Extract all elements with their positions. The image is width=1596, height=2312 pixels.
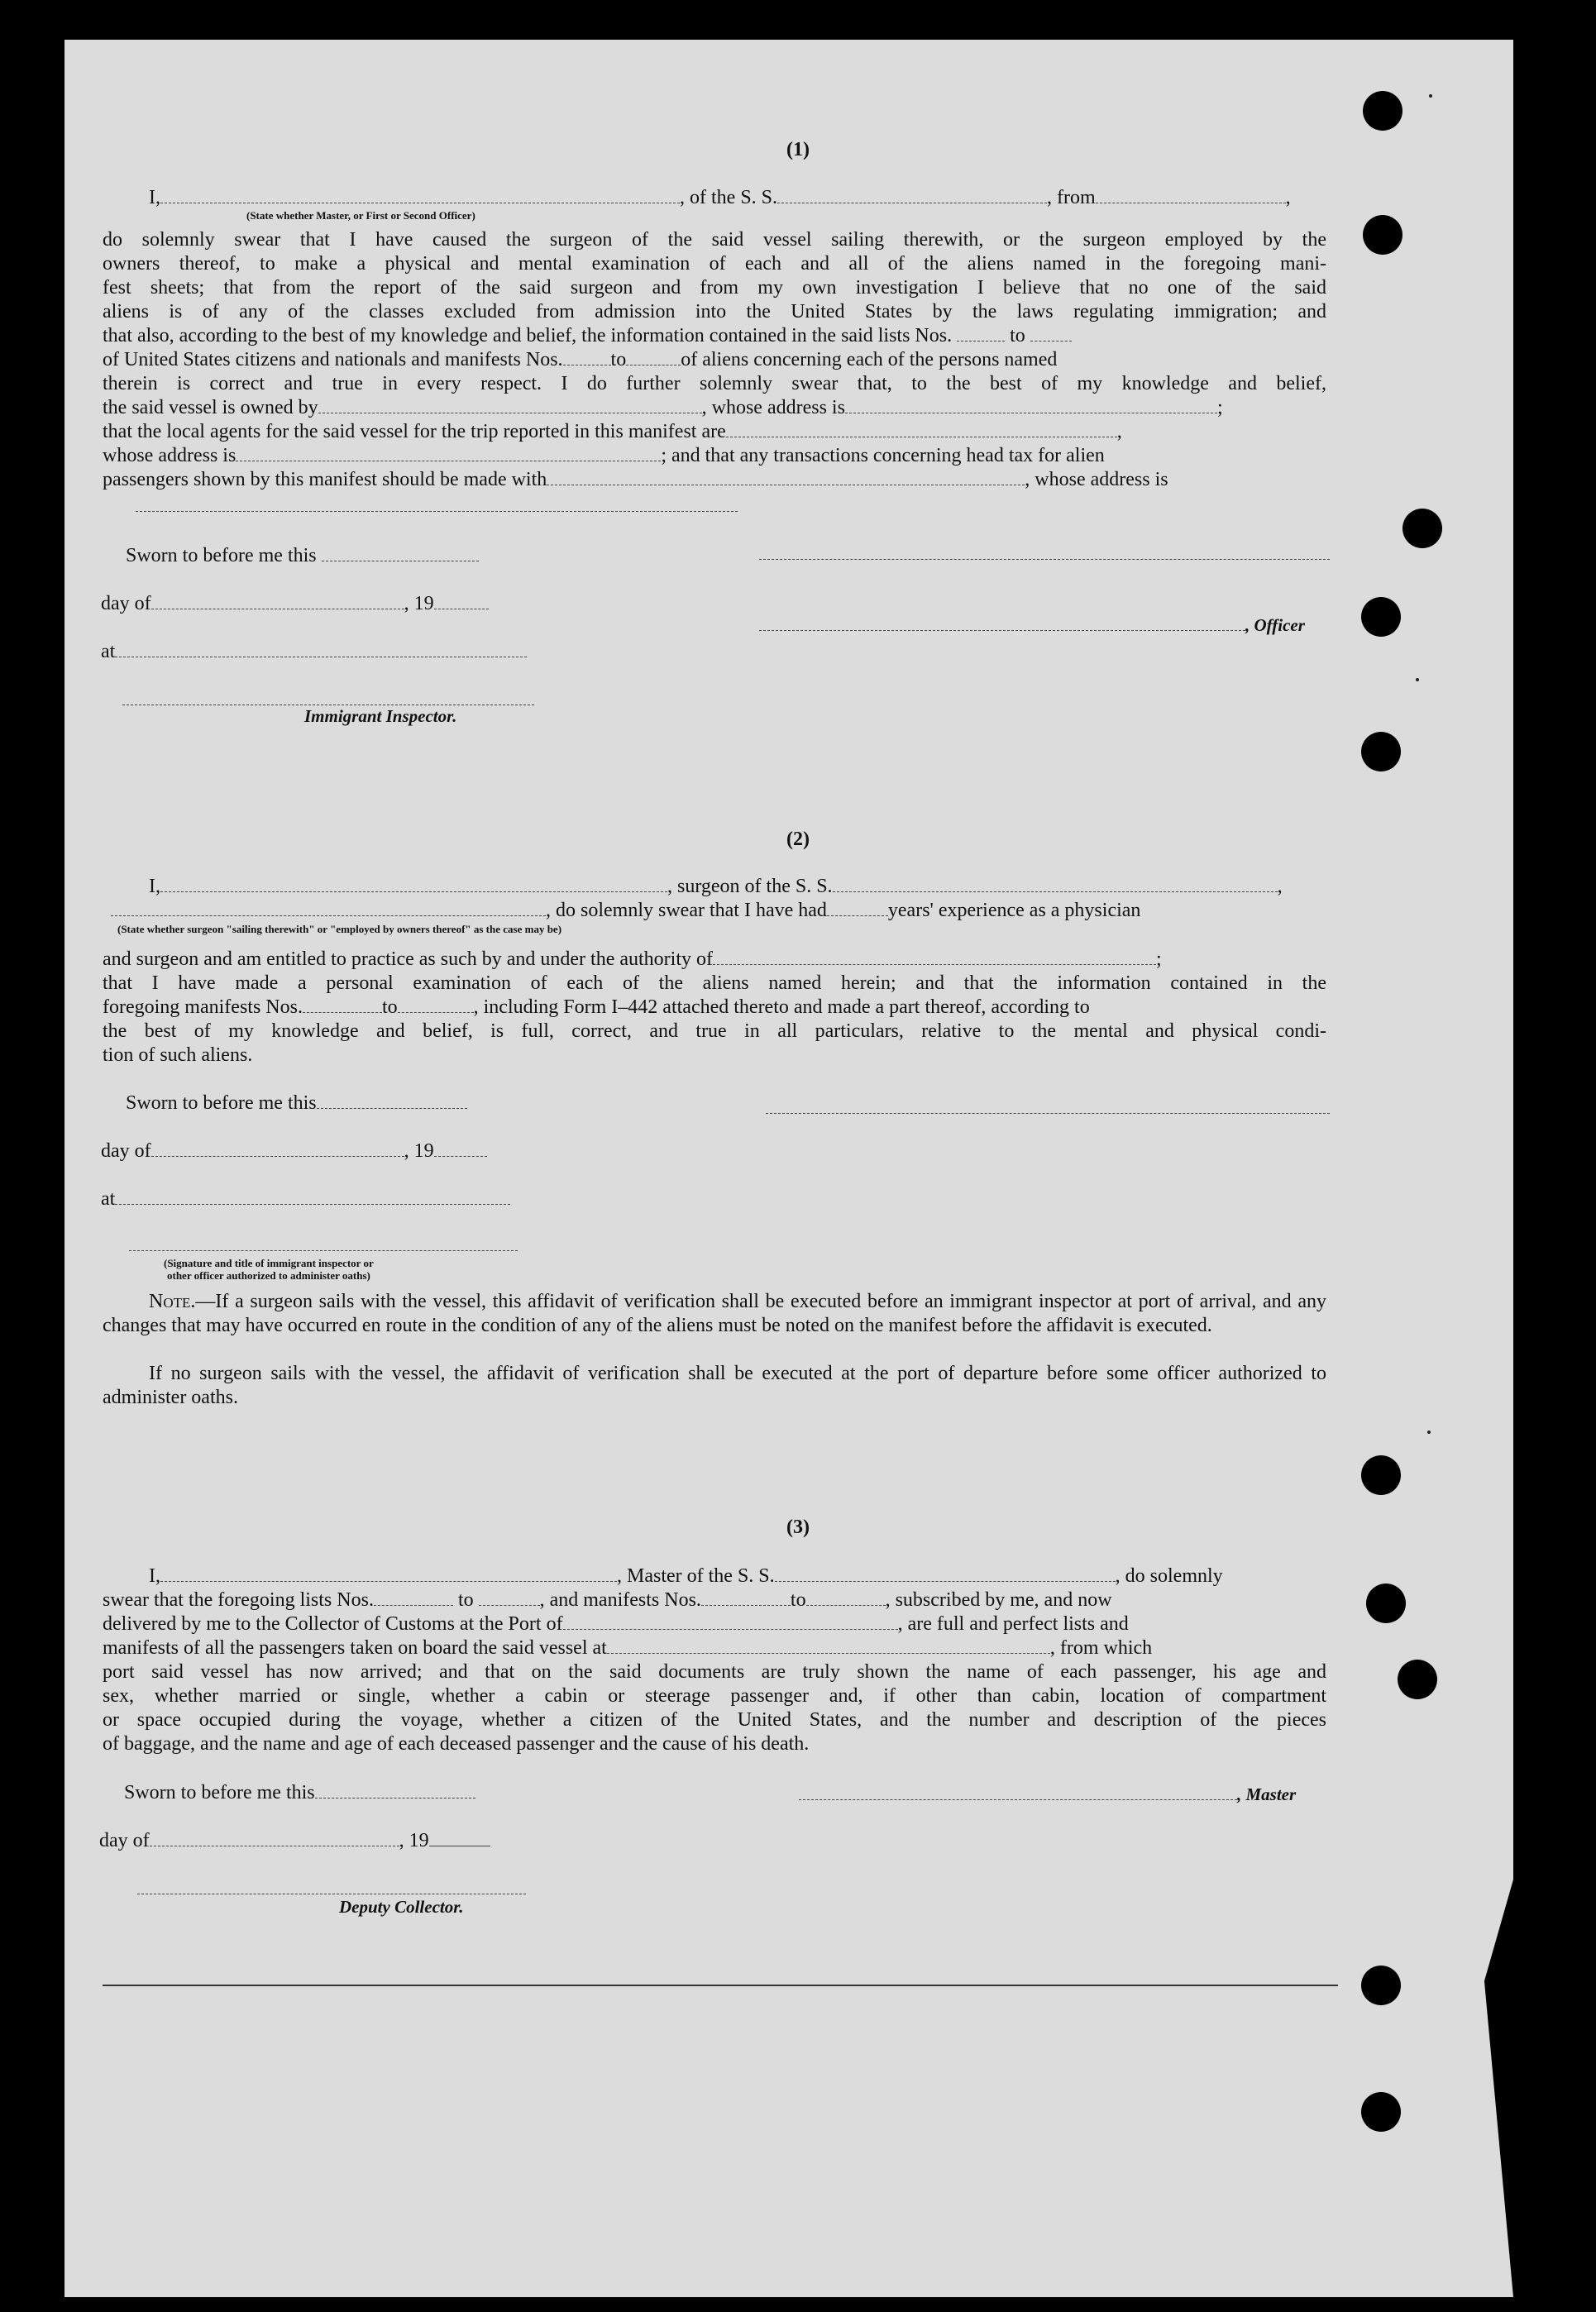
- text: that also, according to the best of my knowledge and belief, the information contained in the said lists Nos.: [103, 325, 953, 346]
- s1-line-agents: [103, 420, 1122, 443]
- s2-authority: [103, 948, 1162, 971]
- text: , from which: [1049, 1637, 1153, 1659]
- text: ;: [1216, 397, 1223, 418]
- text: , Master: [1237, 1784, 1297, 1804]
- s3-master-line: [799, 1783, 1296, 1806]
- text: , 19: [404, 1140, 434, 1162]
- text: , 19: [404, 593, 434, 614]
- s3-line-port: [103, 1612, 1129, 1636]
- port-field[interactable]: [563, 1614, 898, 1630]
- s2-line-surgeon: [149, 875, 1283, 898]
- text: to: [790, 1589, 806, 1611]
- speck: [1429, 94, 1432, 98]
- section-2-heading: (2): [786, 829, 810, 850]
- s2-line-years: [111, 899, 1140, 922]
- s1-line-officer: [149, 186, 1291, 209]
- text: the said vessel is owned by: [103, 397, 318, 418]
- s2-line: the best of my knowledge and belief, is full, correct, and true in all particulars, relative to the mental and physical condi-: [103, 1020, 1326, 1042]
- agents-field[interactable]: [726, 422, 1117, 437]
- authority-field[interactable]: [713, 949, 1156, 965]
- s1-line-headtax: [103, 468, 1168, 491]
- punch-hole: [1361, 732, 1401, 771]
- s3-line: port said vessel has now arrived; and that on the said documents are truly shown the name of each passenger, his age and: [103, 1661, 1326, 1683]
- text: ;: [1156, 948, 1162, 970]
- text: I,: [149, 1565, 160, 1587]
- s1-line: therein is correct and true in every respect. I do further solemnly swear that, to the best of my knowledge and belief,: [103, 373, 1326, 394]
- text: I,: [149, 876, 160, 897]
- text: day of: [101, 1140, 151, 1162]
- owner-address-field[interactable]: [845, 398, 1217, 413]
- officer-hint: (State whether Master, or First or Second Officer): [246, 209, 475, 222]
- section-1-heading: (1): [786, 139, 810, 160]
- s3-line: of baggage, and the name and age of each deceased passenger and the cause of his death.: [103, 1733, 810, 1755]
- text: delivered by me to the Collector of Customs at the Port of: [103, 1613, 563, 1635]
- s2-manifests: [103, 996, 1090, 1019]
- s3-line: sex, whether married or single, whether a cabin or steerage passenger and, if other than cabin, location of compartment: [103, 1685, 1326, 1707]
- text: ,: [1116, 421, 1122, 442]
- text: Sworn to before me this: [126, 545, 317, 566]
- text: , whose address is: [1025, 469, 1168, 490]
- text: foregoing manifests Nos.: [103, 996, 303, 1018]
- year-field[interactable]: [429, 1831, 490, 1846]
- s1-day: [101, 592, 489, 615]
- s2-sworn: [126, 1092, 467, 1115]
- note-paragraph-2: If no surgeon sails with the vessel, the affidavit of verification shall be executed at the port of departure before some officer authorized to administer oaths.: [103, 1363, 1326, 1408]
- lists-from-field[interactable]: [957, 326, 1005, 342]
- s1-line: owners thereof, to make a physical and mental examination of each and all of the aliens named in the foregoing mani-: [103, 253, 1326, 275]
- surgeon-name-field[interactable]: [160, 877, 667, 892]
- text: , are full and perfect lists and: [897, 1613, 1129, 1635]
- text: day of: [101, 593, 151, 614]
- text: ,: [1285, 187, 1291, 208]
- lists-to-field[interactable]: [1030, 326, 1072, 342]
- from-port-field[interactable]: [1096, 188, 1286, 203]
- text: , Officer: [1245, 615, 1305, 635]
- text: , from: [1047, 187, 1096, 208]
- s1-line: fest sheets; that from the report of the said surgeon and from my own investigation I believe that no one of the said: [103, 277, 1326, 299]
- s2-line: tion of such aliens.: [103, 1044, 253, 1066]
- text: I,: [149, 187, 160, 208]
- text: , surgeon of the S. S.: [667, 876, 833, 897]
- s1-line: do solemnly swear that I have caused the surgeon of the said vessel sailing therewith, or the surgeon employed by the: [103, 229, 1326, 251]
- punch-hole: [1361, 1966, 1401, 2005]
- text: whose address is: [103, 445, 237, 466]
- years-field[interactable]: [827, 900, 888, 916]
- text: to: [1010, 325, 1025, 346]
- officer-name-field[interactable]: [160, 188, 680, 203]
- punch-hole: [1363, 91, 1402, 131]
- s1-line: aliens is of any of the classes excluded from admission into the United States by the laws regulating immigration; and: [103, 301, 1326, 322]
- text: and surgeon and am entitled to practice as such by and under the authority of: [103, 948, 713, 970]
- surgeon-status-field[interactable]: [111, 900, 546, 916]
- punch-hole: [1366, 1584, 1406, 1623]
- text: , subscribed by me, and now: [885, 1589, 1112, 1611]
- day-field[interactable]: [151, 1141, 404, 1157]
- deputy-label: Deputy Collector.: [339, 1897, 464, 1917]
- vessel-name-field[interactable]: [775, 1566, 1116, 1582]
- note-label: Note.: [149, 1291, 196, 1312]
- section-3-heading: (3): [786, 1517, 810, 1538]
- manifests-from-field[interactable]: [563, 350, 611, 365]
- s1-at: [101, 640, 527, 663]
- punch-hole: [1398, 1660, 1437, 1699]
- sworn-date-field[interactable]: [317, 1093, 467, 1109]
- note-paragraph: [103, 1290, 1326, 1338]
- punch-hole: [1361, 597, 1401, 637]
- text: , 19: [399, 1830, 429, 1851]
- surgeon-hint: (State whether surgeon "sailing therewith" or "employed by owners thereof" as the case may be): [117, 923, 562, 935]
- s3-sworn: [124, 1781, 475, 1804]
- s2-at: [101, 1187, 510, 1211]
- text: ; and that any transactions concerning head tax for alien: [661, 445, 1105, 466]
- inspector-signature-line[interactable]: [129, 1250, 518, 1251]
- boarding-port-field[interactable]: [607, 1638, 1050, 1654]
- text: , including Form I–442 attached thereto and made a part thereof, according to: [473, 996, 1090, 1018]
- speck: [1427, 1431, 1431, 1434]
- manifests-to-field[interactable]: [398, 997, 474, 1013]
- text: swear that the foregoing lists Nos.: [103, 1589, 374, 1611]
- agent-address-field[interactable]: [236, 446, 661, 461]
- text: of aliens concerning each of the persons named: [681, 349, 1058, 370]
- s1-sworn: [126, 544, 479, 567]
- manifests-to-field[interactable]: [626, 350, 681, 365]
- s1-line-owner: [103, 396, 1223, 419]
- surgeon-signature-line[interactable]: [766, 1113, 1330, 1114]
- day-field[interactable]: [151, 594, 404, 609]
- text: , whose address is: [701, 397, 845, 418]
- text: , and manifests Nos.: [539, 1589, 701, 1611]
- text: , do solemnly swear that I have had: [546, 900, 827, 921]
- s3-line-master: [149, 1564, 1223, 1588]
- lists-to-field[interactable]: [479, 1590, 540, 1606]
- punch-hole: [1361, 1455, 1401, 1495]
- s3-line: or space occupied during the voyage, whether a citizen of the United States, and the number and description of the pieces: [103, 1709, 1326, 1731]
- sworn-date-field[interactable]: [315, 1783, 475, 1798]
- vessel-name-field[interactable]: [777, 188, 1047, 203]
- text: that the local agents for the said vessel for the trip reported in this manifest are: [103, 421, 726, 442]
- text: to: [610, 349, 627, 370]
- text: years' experience as a physician: [887, 900, 1141, 921]
- text: Sworn to before me this: [126, 1092, 317, 1114]
- at-field[interactable]: [115, 642, 527, 657]
- officer-field[interactable]: [759, 615, 1245, 631]
- manifests-from-field[interactable]: [303, 997, 382, 1013]
- sworn-date-field[interactable]: [322, 546, 479, 561]
- master-name-field[interactable]: [160, 1566, 617, 1582]
- text: , Master of the S. S.: [617, 1565, 775, 1587]
- headtax-address-field[interactable]: [136, 511, 738, 512]
- text: at: [101, 1188, 116, 1210]
- year-field[interactable]: [434, 1141, 487, 1157]
- s3-day: [99, 1829, 490, 1852]
- manifests-from-field[interactable]: [701, 1590, 791, 1606]
- punch-hole: [1402, 509, 1442, 548]
- punch-hole: [1361, 2092, 1401, 2132]
- text: day of: [99, 1830, 150, 1851]
- text: passengers shown by this manifest should be made with: [103, 469, 547, 490]
- text: , of the S. S.: [680, 187, 778, 208]
- s3-line-boarded: [103, 1636, 1152, 1660]
- text: of United States citizens and nationals and manifests Nos.: [103, 349, 563, 370]
- punch-hole: [1363, 215, 1402, 255]
- officer-signature-line[interactable]: [759, 559, 1330, 560]
- s3-line-lists: [103, 1588, 1112, 1612]
- master-signature-field[interactable]: [799, 1784, 1237, 1800]
- headtax-party-field[interactable]: [547, 470, 1025, 485]
- text: to: [457, 1589, 474, 1611]
- text: ,: [1277, 876, 1283, 897]
- text: , do solemnly: [1115, 1565, 1223, 1587]
- text: to: [381, 996, 398, 1018]
- s1-line-lists: [103, 324, 1072, 347]
- bottom-rule: [103, 1985, 1338, 1986]
- s2-day: [101, 1139, 487, 1163]
- inspector-label: Immigrant Inspector.: [304, 706, 457, 726]
- lists-from-field[interactable]: [374, 1590, 453, 1606]
- at-field[interactable]: [115, 1189, 510, 1205]
- day-field[interactable]: [150, 1831, 399, 1846]
- s1-line-manifests: [103, 348, 1057, 371]
- sig-hint: (Signature and title of immigrant inspector or: [164, 1257, 374, 1269]
- s2-line: that I have made a personal examination of each of the aliens named herein; and that the information contained in the: [103, 972, 1326, 994]
- text: at: [101, 641, 116, 662]
- owner-field[interactable]: [318, 398, 702, 413]
- sig-hint: other officer authorized to administer oaths): [167, 1269, 370, 1282]
- text: Sworn to before me this: [124, 1782, 315, 1803]
- note-text: —If a surgeon sails with the vessel, this affidavit of verification shall be executed before an immigrant inspector at port of arrival, and any changes that may have occurred en route in the condition of any of the aliens must be noted on the manifest before the affidavit is executed.: [103, 1291, 1326, 1336]
- text: manifests of all the passengers taken on board the said vessel at: [103, 1637, 607, 1659]
- manifests-to-field[interactable]: [806, 1590, 886, 1606]
- speck: [1416, 678, 1419, 681]
- vessel-name-field[interactable]: [833, 877, 1278, 892]
- year-field[interactable]: [434, 594, 489, 609]
- s1-officer-line: [759, 614, 1305, 637]
- s1-line-agent-address: [103, 444, 1105, 467]
